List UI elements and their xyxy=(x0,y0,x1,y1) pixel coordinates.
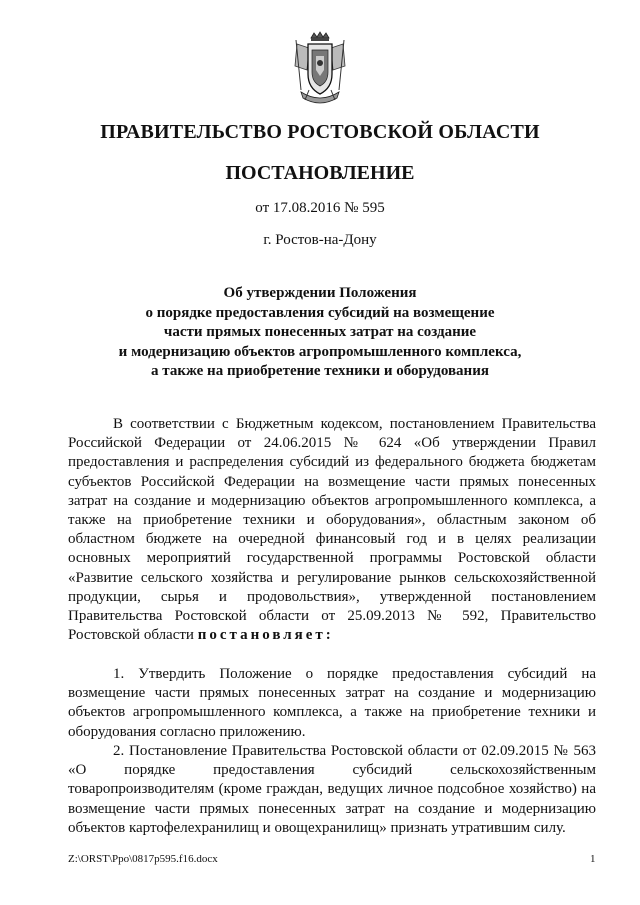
document-city: г. Ростов-на-Дону xyxy=(263,232,377,248)
footer-file-path: Z:\ORST\Ppo\0817p595.f16.docx xyxy=(68,853,218,865)
preamble-paragraph xyxy=(68,415,596,645)
document-date-number: от 17.08.2016 № 595 xyxy=(255,200,385,216)
title-line: Об утверждении Положения xyxy=(223,285,417,301)
document-title xyxy=(80,284,560,382)
title-line: а также на приобретение техники и оборудования xyxy=(151,363,489,379)
clause-1-paragraph: 1. Утвердить Положение о порядке предоставления субсидий на возмещение части прямых понесенных затрат на создание и модернизацию объектов агропромышленного комплекса, а также на приобретение техники и оборудования согласно приложению. xyxy=(68,666,596,740)
preamble-text: В соответствии с Бюджетным кодексом, постановлением Правительства Российской Федерации от 24.06.2015 № 624 «Об утверждении Правил предоставления и распределения субсидий из федерального бюджета бюджетам субъектов Российской Федерации на возмещение части прямых понесенных затрат на создание и модернизацию объектов агропромышленного комплекса, а также на приобретение техники и оборудования», областным законом об областном бюджете на очередной финансовый год и в целях реализации основных мероприятий государственной программы Ростовской области «Развитие сельского хозяйства и регулирование рынков сельскохозяйственной продукции, сырья и продовольствия», утвержденной постановлением Правительства Ростовской области от 25.09.2013 № 592, Правительство Ростовской области xyxy=(68,416,596,644)
document-type: ПОСТАНОВЛЕНИЕ xyxy=(225,162,415,184)
title-line: части прямых понесенных затрат на создание xyxy=(163,324,477,340)
title-line: и модернизацию объектов агропромышленного комплекса, xyxy=(118,343,522,360)
title-line: о порядке предоставления субсидий на возмещение xyxy=(145,304,495,321)
clause-2-paragraph: 2. Постановление Правительства Ростовской области от 02.09.2015 № 563 «О порядке предоставления субсидий сельскохозяйственным товаропроизводителям (кроме граждан, ведущих личное подсобное хозяйство) на возмещение части прямых понесенных затрат на создание и модернизацию объектов картофелехранилищ и овощехранилищ» признать утратившим силу. xyxy=(68,743,596,836)
page-number: 1 xyxy=(590,853,596,865)
coat-of-arms-icon xyxy=(289,30,351,108)
resolution-keyword: постановляет: xyxy=(197,627,334,644)
organization-name: ПРАВИТЕЛЬСТВО РОСТОВСКОЙ ОБЛАСТИ xyxy=(100,121,540,143)
